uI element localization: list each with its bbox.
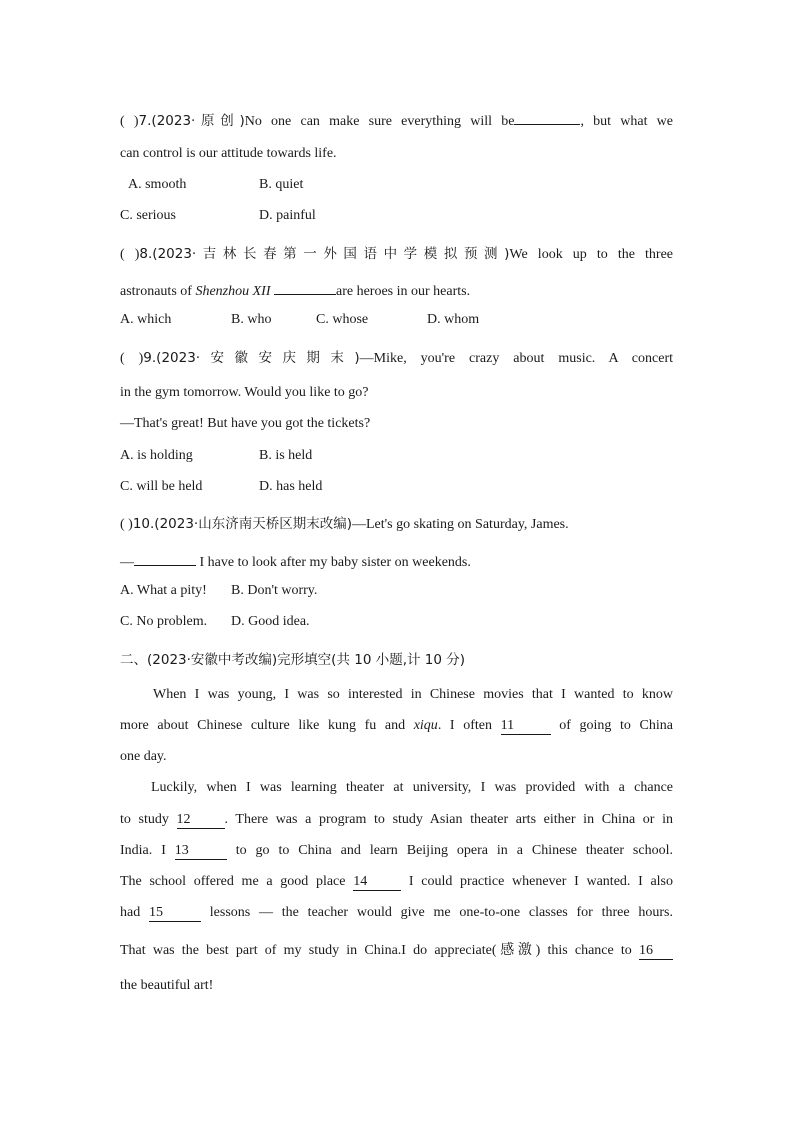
q7-line-2: can control is our attitude towards life. bbox=[120, 146, 337, 161]
q8-blank bbox=[274, 280, 336, 295]
q10-option-c[interactable]: C. No problem. bbox=[120, 614, 208, 629]
blank-14[interactable]: 14 bbox=[353, 874, 401, 891]
passage-p2-line-2 bbox=[120, 811, 673, 829]
q10-line-1 bbox=[120, 515, 673, 534]
q7-option-c[interactable]: C. serious bbox=[120, 208, 176, 223]
q10-stem: —Let's go skating on Saturday, James. bbox=[351, 517, 569, 532]
q10-answer-paren[interactable]: ( ) bbox=[120, 517, 133, 532]
q8-source: 8.(2023·吉林长春第一外国语中学模拟预测) bbox=[139, 246, 510, 262]
p2-l3-post: to go to China and learn Beijing opera in a Chinese theater school. bbox=[226, 843, 673, 858]
p2-l3-pre: India. I bbox=[120, 843, 175, 858]
q9-answer-paren[interactable]: ( ) bbox=[120, 351, 144, 366]
q8-stem-pre: astronauts of bbox=[120, 284, 196, 299]
q9-line-3: —That's great! But have you got the tickets? bbox=[120, 416, 371, 431]
q10-stem-pre: — bbox=[120, 555, 134, 570]
passage-p2-line-1: Luckily, when I was learning theater at university, I was provided with a chance bbox=[151, 780, 673, 795]
q7-answer-paren[interactable]: ( ) bbox=[120, 114, 139, 129]
q7-source: 7.(2023·原创) bbox=[138, 113, 245, 129]
blank-12[interactable]: 12 bbox=[177, 812, 225, 829]
p2-l5-post: lessons — the teacher would give me one-to-one classes for three hours. bbox=[201, 905, 673, 920]
q10-blank bbox=[134, 551, 196, 566]
q9-source: 9.(2023·安徽安庆期末) bbox=[143, 350, 360, 366]
passage-p2-line-4 bbox=[120, 873, 673, 891]
q8-stem: We look up to the three bbox=[509, 247, 674, 262]
q9-option-a[interactable]: A. is holding bbox=[120, 448, 193, 463]
passage-p1-line-2 bbox=[120, 717, 673, 735]
q7-blank bbox=[514, 110, 580, 125]
q9-option-c[interactable]: C. will be held bbox=[120, 479, 203, 494]
p2-l4-post: I could practice whenever I wanted. I also bbox=[401, 874, 674, 889]
q10-line-2 bbox=[120, 551, 673, 572]
p2-l2-pre: to study bbox=[120, 812, 177, 827]
q9-option-d[interactable]: D. has held bbox=[259, 479, 323, 494]
p2-l5-pre: had bbox=[120, 905, 149, 920]
blank-15[interactable]: 15 bbox=[149, 905, 201, 922]
q8-option-a[interactable]: A. which bbox=[120, 312, 172, 327]
q7-stem-tail: , but what we bbox=[580, 114, 674, 129]
q10-stem-post: I have to look after my baby sister on weekends. bbox=[196, 555, 471, 570]
passage-p2-line-6 bbox=[120, 942, 673, 960]
q9-line-1 bbox=[120, 349, 673, 368]
p1-l2-italic: xiqu bbox=[413, 718, 438, 733]
blank-11[interactable]: 11 bbox=[501, 718, 551, 735]
section-heading: 二、(2023·安徽中考改编)完形填空(共 10 小题,计 10 分) bbox=[120, 652, 466, 668]
q7-option-d[interactable]: D. painful bbox=[259, 208, 316, 223]
q9-option-b[interactable]: B. is held bbox=[259, 448, 313, 463]
q7-option-a[interactable]: A. smooth bbox=[128, 177, 187, 192]
q8-stem-post: are heroes in our hearts. bbox=[335, 284, 471, 299]
p1-l2-mid: . I often bbox=[437, 718, 501, 733]
q8-option-b[interactable]: B. who bbox=[231, 312, 272, 327]
blank-16[interactable]: 16 bbox=[639, 943, 673, 960]
p2-l2-post: . There was a program to study Asian theater arts either in China or in bbox=[224, 812, 673, 827]
q10-option-b[interactable]: B. Don't worry. bbox=[231, 583, 318, 598]
passage-p2-line-5 bbox=[120, 904, 673, 922]
q10-option-d[interactable]: D. Good idea. bbox=[231, 614, 310, 629]
p1-l2-pre: more about Chinese culture like kung fu and bbox=[120, 718, 414, 733]
q10-option-a[interactable]: A. What a pity! bbox=[120, 583, 207, 598]
q9-line-2: in the gym tomorrow. Would you like to go? bbox=[120, 385, 369, 400]
passage-p1-line-3: one day. bbox=[120, 749, 167, 764]
p2-l6-pre: That was the best part of my study in China.I do appreciate(感激) this chance to bbox=[120, 943, 639, 958]
passage-p2-line-3 bbox=[120, 842, 673, 860]
q10-source: 10.(2023·山东济南天桥区期末改编) bbox=[132, 516, 352, 532]
passage-p2-line-7: the beautiful art! bbox=[120, 978, 214, 993]
q7-line-1 bbox=[120, 110, 673, 131]
q8-line-1 bbox=[120, 245, 673, 264]
q7-option-b[interactable]: B. quiet bbox=[259, 177, 304, 192]
p1-l2-post: of going to China bbox=[550, 718, 673, 733]
passage-p1-line-1: When I was young, I was so interested in Chinese movies that I wanted to know bbox=[153, 687, 673, 702]
p2-l4-pre: The school offered me a good place bbox=[120, 874, 354, 889]
q8-stem-italic: Shenzhou XII bbox=[195, 284, 271, 299]
q9-stem: —Mike, you're crazy about music. A concert bbox=[359, 351, 674, 366]
blank-13[interactable]: 13 bbox=[175, 843, 227, 860]
q7-stem: No one can make sure everything will be bbox=[244, 114, 515, 129]
q8-answer-paren[interactable]: ( ) bbox=[120, 247, 140, 262]
q8-line-2 bbox=[120, 280, 673, 301]
q8-option-d[interactable]: D. whom bbox=[427, 312, 480, 327]
q8-option-c[interactable]: C. whose bbox=[316, 312, 369, 327]
